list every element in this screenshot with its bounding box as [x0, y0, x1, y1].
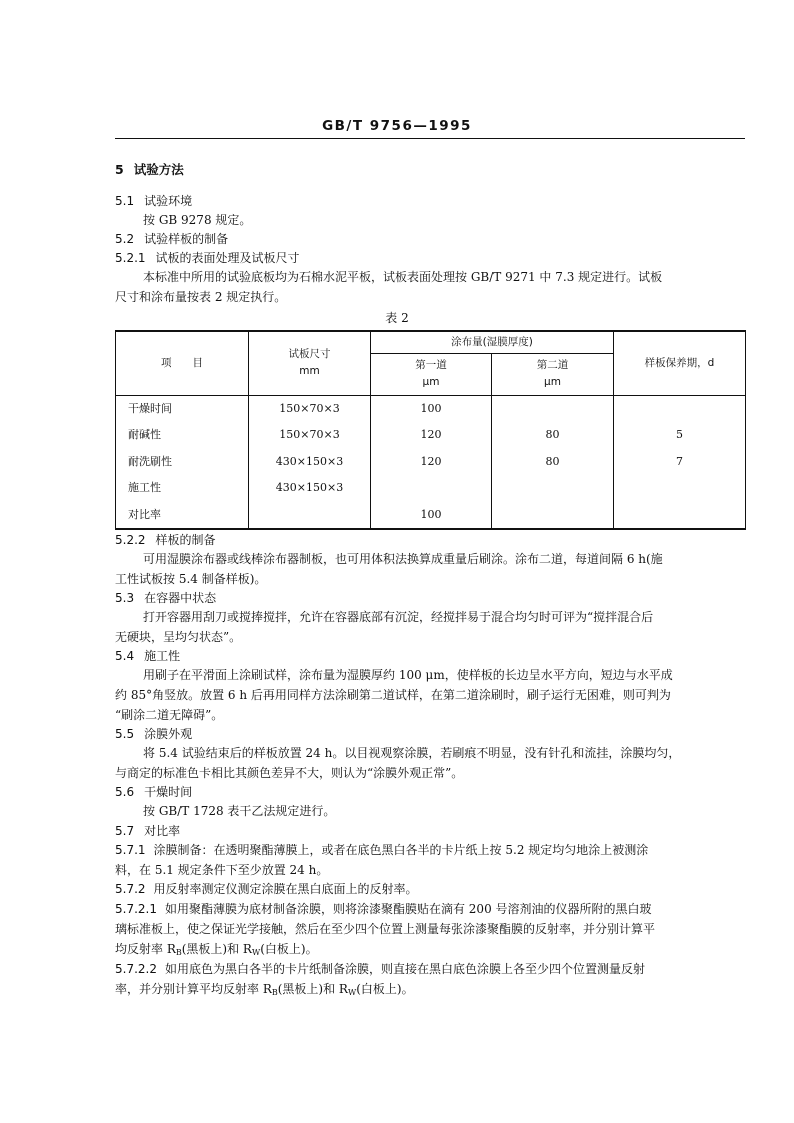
section-title: 样板的制备	[155, 533, 216, 547]
section-title: 试板的表面处理及试板尺寸	[155, 251, 300, 265]
subscript: W	[347, 988, 357, 997]
table-cell: 150×70×3	[279, 428, 340, 441]
section-number: 5.5	[115, 727, 135, 741]
paragraph-text: 率，并分别计算平均反射率 R	[115, 982, 272, 996]
header-coating: 涂布量(湿膜厚度)	[371, 331, 614, 353]
paragraph-line: 按 GB/T 1728 表干乙法规定进行。	[143, 804, 336, 818]
table-cell	[249, 502, 370, 529]
column-size	[249, 395, 371, 529]
table-cell: 对比率	[128, 507, 161, 521]
section-5-7-heading	[115, 822, 180, 839]
paragraph-text: (白板上)。	[260, 942, 318, 956]
section-number: 5.7.2	[115, 882, 146, 896]
section-5-4-heading	[115, 647, 180, 664]
section-5-2-1-heading	[115, 249, 300, 266]
section-title: 在容器中状态	[144, 591, 217, 605]
section-5-2-heading	[115, 230, 228, 247]
subscript: B	[175, 948, 182, 957]
section-title: 干燥时间	[144, 785, 193, 799]
table-cell: 80	[545, 428, 560, 441]
section-number: 5.1	[115, 194, 135, 208]
table-cell	[614, 502, 745, 529]
section-number: 5.7.1	[115, 843, 146, 857]
header-second-coat	[492, 353, 614, 395]
paragraph-line: 与商定的标准色卡相比其颜色差异不大，则认为“涂膜外观正常”。	[115, 766, 464, 780]
section-5-1-text: 按 GB 9278 规定。	[143, 213, 252, 227]
subscript: B	[271, 988, 278, 997]
paragraph-line	[115, 880, 418, 897]
table-2	[115, 330, 746, 530]
table-cell: 耐碱性	[128, 428, 161, 441]
paragraph-line: 尺寸和涂布量按表 2 规定执行。	[115, 290, 287, 304]
header-first-coat	[371, 353, 492, 395]
section-number: 5.7.2.1	[115, 902, 157, 916]
section-5-5-heading	[115, 725, 192, 742]
table-cell: 耐洗刷性	[128, 454, 172, 468]
table-cell: 150×70×3	[279, 401, 340, 415]
paragraph-line: 工性试板按 5.4 制备样板)。	[115, 572, 267, 586]
paragraph-line: 本标准中所用的试验底板均为石棉水泥平板，试板表面处理按 GB/T 9271 中 7.3 规定进行。试板	[143, 270, 663, 284]
paragraph-text: 涂膜制备：在透明聚酯薄膜上，或者在底色黑白各半的卡片纸上按 5.2 规定均匀地涂上被测涂	[153, 843, 649, 857]
paragraph-text: 如用底色为黑白各半的卡片纸制备涂膜，则直接在黑白底色涂膜上各至少四个位置测量反射	[164, 962, 645, 976]
table-cell: 100	[420, 401, 442, 415]
column-maintenance	[614, 395, 746, 529]
header-maintenance: 样板保养期，d	[614, 331, 746, 395]
table-cell: 7	[676, 454, 684, 468]
paragraph-line: 无硬块，呈均匀状态”。	[115, 630, 242, 644]
table-cell: 施工性	[128, 481, 161, 494]
paragraph-text: (黑板上)和 R	[181, 942, 252, 956]
table-cell	[371, 475, 491, 502]
paragraph-line: 料，在 5.1 规定条件下至少放置 24 h。	[115, 863, 329, 877]
table-caption: 表 2	[385, 311, 409, 325]
section-number: 5.7	[115, 824, 135, 838]
section-title: 涂膜外观	[144, 727, 193, 741]
paragraph-line: 约 85°角竖放。放置 6 h 后再用同样方法涂刷第二道试样，在第二道涂刷时，刷子运行无困难，则可判为	[115, 688, 671, 702]
table-cell: 120	[420, 454, 442, 468]
table-cell	[614, 396, 745, 423]
table-cell	[492, 396, 613, 423]
section-title: 试验环境	[144, 194, 193, 208]
header-size-label: 试板尺寸	[288, 348, 331, 361]
paragraph-line	[115, 900, 652, 917]
table-cell	[492, 502, 613, 529]
paragraph-line: 打开容器用刮刀或搅捧搅拌，允许在容器底部有沉淀，经搅拌易于混合均匀时可评为“搅拌混合后	[143, 610, 654, 624]
header-size-unit: mm	[299, 365, 320, 378]
paragraph-line	[115, 940, 318, 957]
section-number: 5.6	[115, 785, 135, 799]
header-second-label: 第二道	[536, 359, 569, 372]
header-size	[249, 331, 371, 395]
paragraph-text: 用反射率测定仪测定涂膜在黑白底面上的反射率。	[153, 882, 418, 896]
paragraph-line: 将 5.4 试验结束后的样板放置 24 h。以目视观察涂膜，若刷痕不明显，没有针孔和流挂，涂膜均匀，	[143, 746, 681, 760]
subscript: W	[251, 948, 261, 957]
table-cell: 100	[420, 507, 442, 521]
section-5-1-heading	[115, 192, 192, 209]
section-5-3-heading	[115, 589, 216, 606]
table-cell: 5	[676, 428, 684, 441]
table-cell: 430×150×3	[275, 481, 344, 494]
paragraph-line	[115, 980, 414, 997]
table-cell: 80	[545, 454, 560, 468]
paragraph-text: (白板上)。	[356, 982, 414, 996]
column-item	[116, 395, 249, 529]
paragraph-text: (黑板上)和 R	[277, 982, 348, 996]
paragraph-line	[115, 960, 645, 977]
paragraph-text: 如用聚酯薄膜为底材制备涂膜，则将涂漆聚酯膜贴在滴有 200 号溶剂油的仪器所附的黑白玻	[164, 902, 652, 916]
header-first-unit: μm	[422, 376, 440, 388]
header-item: 项 目	[116, 331, 249, 395]
header-rule	[115, 138, 745, 139]
section-title: 施工性	[144, 649, 181, 663]
paragraph-line: “刷涂二道无障碍”。	[115, 708, 224, 722]
section-number: 5.2.1	[115, 251, 146, 265]
section-5-6-heading	[115, 783, 192, 800]
section-number: 5.4	[115, 649, 135, 663]
section-5-2-2-heading	[115, 531, 216, 548]
table-cell: 120	[420, 428, 442, 441]
table-cell: 430×150×3	[275, 454, 344, 468]
paragraph-text: 均反射率 R	[115, 942, 176, 956]
section-title: 试验样板的制备	[144, 232, 229, 246]
paragraph-line: 可用湿膜涂布器或线棒涂布器制板，也可用体积法换算成重量后刷涂。涂布二道，每道间隔 6 h(施	[143, 552, 663, 566]
paragraph-line	[115, 841, 648, 858]
column-first-coat	[371, 395, 492, 529]
section-number: 5.3	[115, 591, 135, 605]
table-cell	[492, 475, 613, 502]
section-number: 5	[115, 162, 124, 177]
section-number: 5.7.2.2	[115, 962, 157, 976]
section-title: 对比率	[144, 824, 181, 838]
paragraph-line: 用刷子在平滑面上涂刷试样，涂布量为湿膜厚约 100 μm，使样板的长边呈水平方向，短边与水平成	[143, 668, 673, 682]
table-cell: 干燥时间	[128, 401, 172, 415]
section-title: 试验方法	[133, 162, 184, 177]
header-second-unit: μm	[544, 376, 561, 388]
column-second-coat	[492, 395, 614, 529]
paragraph-line: 璃标准板上，使之保证光学接触，然后在至少四个位置上测量每张涂漆聚酯膜的反射率，并分别计算平	[115, 922, 656, 936]
header-first-label: 第一道	[415, 359, 447, 372]
section-5-heading	[115, 160, 184, 178]
standard-code-header: GB/T 9756—1995	[322, 118, 472, 134]
section-number: 5.2	[115, 232, 135, 246]
section-number: 5.2.2	[115, 533, 146, 547]
table-cell	[614, 475, 745, 502]
